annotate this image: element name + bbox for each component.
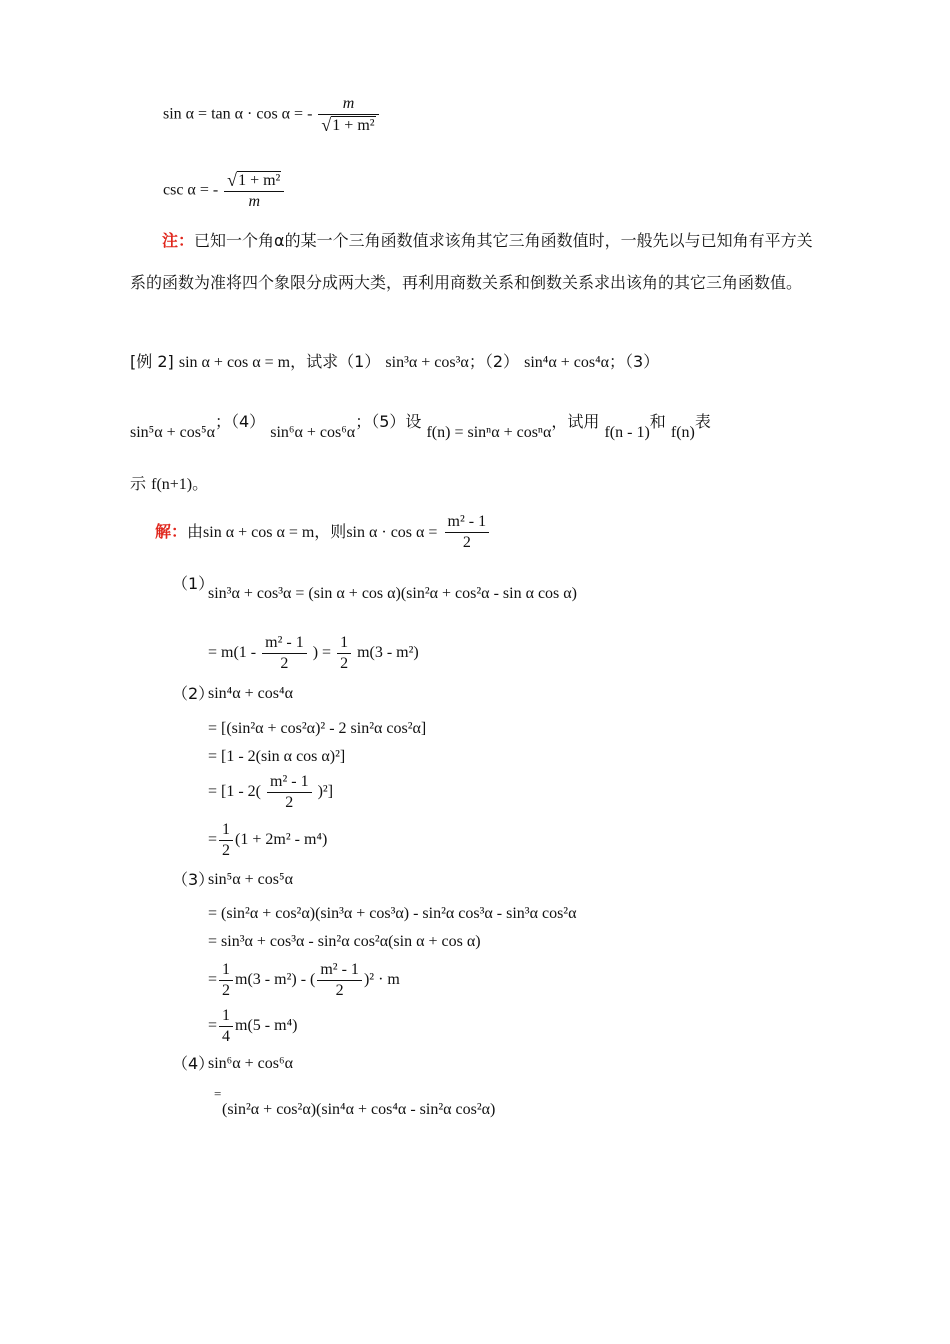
fraction: $\frac{1}{2}$ [219, 960, 233, 1001]
fraction: $\frac{1}{2}$ [219, 820, 233, 861]
step-3-head: sin⁵α + cos⁵α [208, 871, 293, 888]
fraction: $\frac{\text{m² - 1}}{2}$ [317, 960, 362, 1001]
sqrt-sign: √1 + m² [321, 115, 375, 135]
fraction: $\frac{1}{2}$ [337, 633, 351, 674]
step-3-tag: （3） [172, 870, 215, 889]
note-text: 已知一个角α的某一个三角函数值求该角其它三角函数值时，一般先以与已知角有平方关系的函数为准将四个象限分成两大类，再利用商数关系和倒数关系求出该角的其它三角函数值。 [130, 231, 813, 292]
sqrt-sign: √1 + m² [227, 170, 281, 190]
fraction: $\frac{\text{√1 + m²}}{m}$ [224, 170, 284, 212]
step-2-tag: （2） [172, 684, 215, 703]
step-4-line-1: (sin²α + cos²α)(sin⁴α + cos⁴α - sin²α cos²α) [222, 1101, 496, 1118]
step-4-equals: = [214, 1086, 222, 1101]
fraction: $\frac{1}{4}$ [219, 1006, 233, 1047]
example-tag: [例 2] [130, 352, 174, 371]
step-3-line-4: = $\frac{1}{4}$ m(5 - m⁴) [208, 1007, 298, 1045]
note-label: 注： [162, 231, 195, 250]
example-line-2: sin⁵α + cos⁵α；（4） sin⁶α + cos⁶α；（5）设 f(n) = sinⁿα + cosⁿα，试用 f(n - 1)和 f(n)表 [130, 412, 711, 441]
fraction: $\frac{\text{m² - 1}}{2}$ [267, 772, 312, 813]
example-line-3: 示 f(n+1)。 [130, 474, 209, 493]
step-1-tag: （1） [172, 574, 215, 593]
step-3-line-1: = (sin²α + cos²α)(sin³α + cos³α) - sin²α cos³α - sin³α cos²α [208, 905, 577, 922]
eq-csc: csc α = - $\frac{\text{√1 + m²}}{m}$ [163, 170, 286, 212]
example-line-1: [例 2] sin α + cos α = m，试求（1） sin³α + cos³α；（2） sin⁴α + cos⁴α；（3） [130, 352, 660, 371]
fraction: $\frac{\text{m² - 1}}{2}$ [445, 512, 490, 553]
step-1-line-1: sin³α + cos³α = (sin α + cos α)(sin²α + cos²α - sin α cos α) [208, 585, 577, 602]
fraction: $\frac{\text{m² - 1}}{2}$ [262, 633, 307, 674]
solution-label: 解： [155, 522, 188, 541]
fraction: $\frac{m}{\text{√1 + m²}}$ [318, 94, 378, 136]
note-paragraph [130, 220, 820, 304]
step-2-line-3: = [1 - 2( $\frac{\text{m² - 1}}{2}$ )²] [208, 773, 334, 811]
step-2-line-1: = [(sin²α + cos²α)² - 2 sin²α cos²α] [208, 720, 427, 737]
step-1-line-2: = m(1 - $\frac{\text{m² - 1}}{2}$ ) = $\frac{1}{2}$ m(3 - m²) [208, 634, 419, 672]
solution-head: 解：由sin α + cos α = m，则sin α · cos α = $\frac{\text{m² - 1}}{2}$ [155, 512, 491, 553]
step-4-head: sin⁶α + cos⁶α [208, 1055, 293, 1072]
step-2-head: sin⁴α + cos⁴α [208, 685, 293, 702]
step-2-line-2: = [1 - 2(sin α cos α)²] [208, 748, 346, 765]
step-4-tag: （4） [172, 1054, 215, 1073]
step-2-line-4: = $\frac{1}{2}$ (1 + 2m² - m⁴) [208, 821, 328, 859]
eq-sin-from-tan: sin α = tan α · cos α = - $\frac{m}{\text{√1 + m²}}$ [163, 94, 381, 136]
step-3-line-2: = sin³α + cos³α - sin²α cos²α(sin α + cos α) [208, 933, 481, 950]
step-3-line-3: = $\frac{1}{2}$ m(3 - m²) - ( $\frac{\text{m² - 1}}{2}$ )² · m [208, 961, 400, 999]
